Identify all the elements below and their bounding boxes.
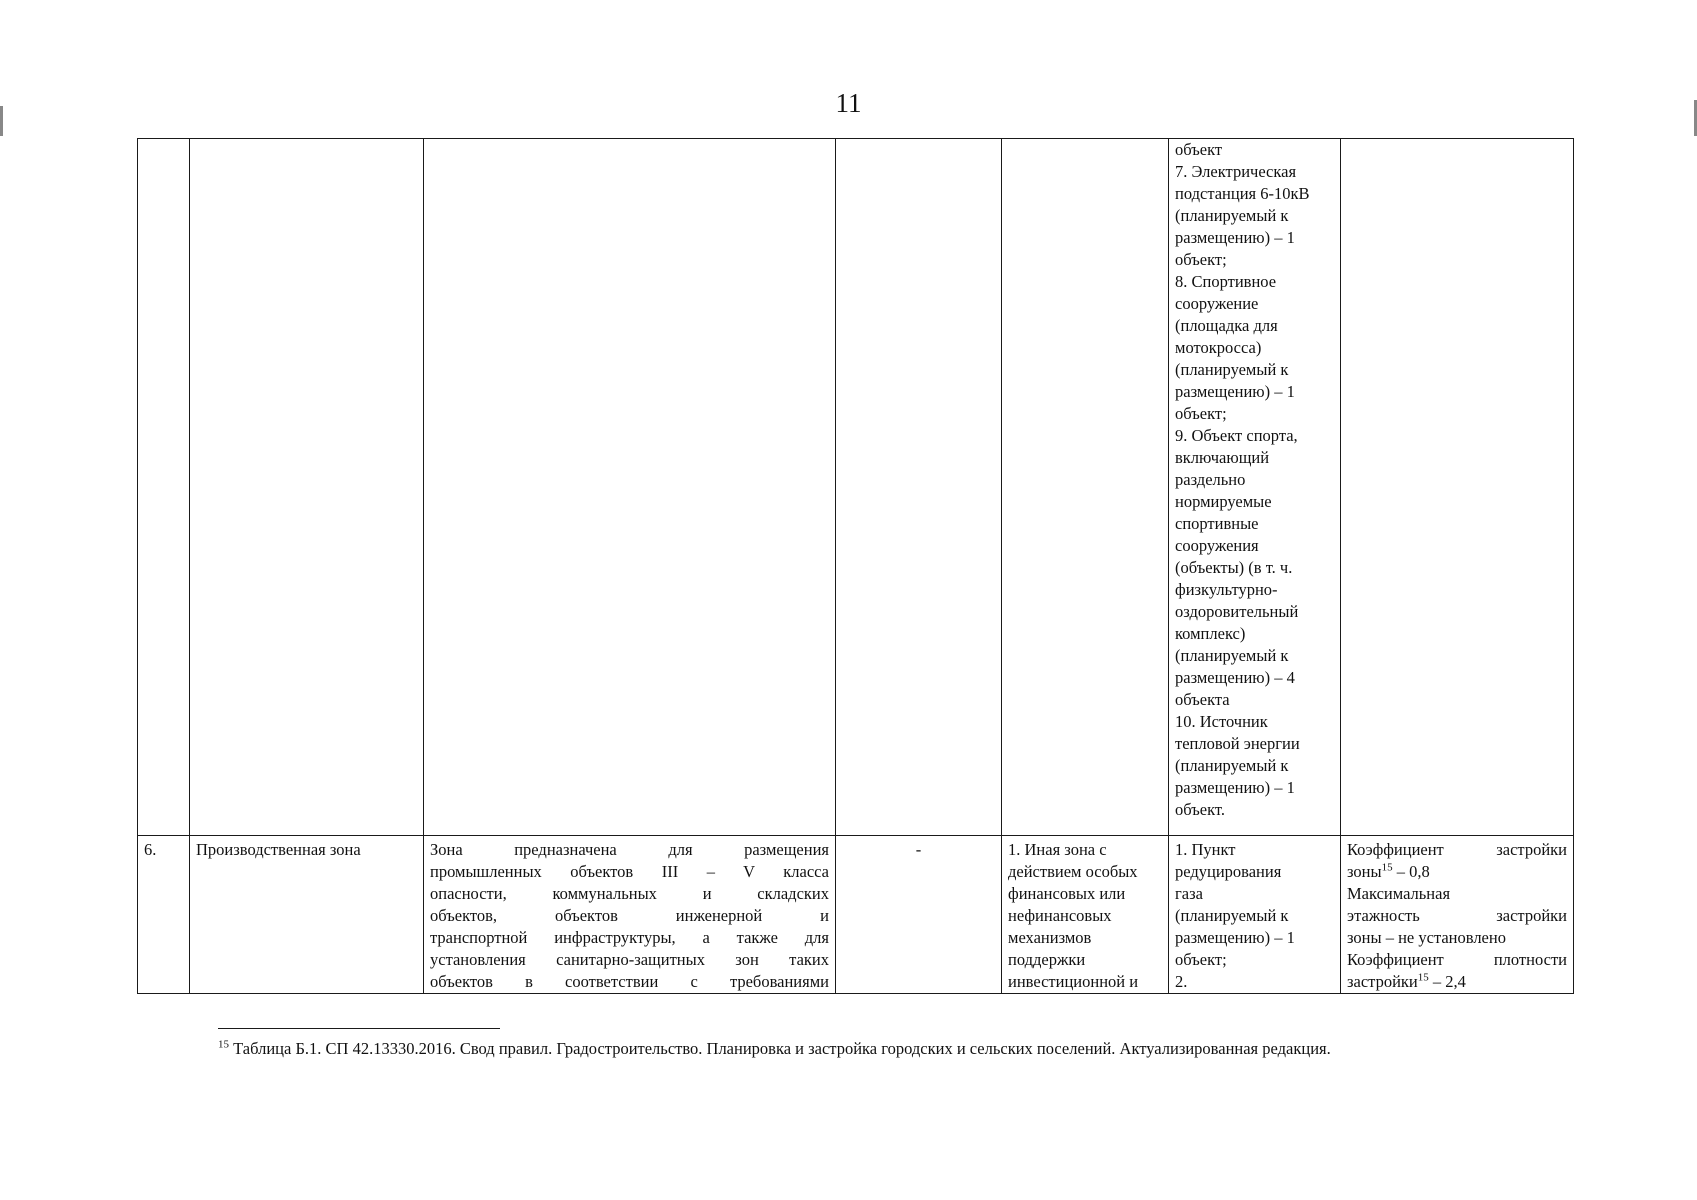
coef-building-value: – 0,8 [1392,862,1430,881]
coef-building-line2 [1347,861,1567,883]
table-row-6 [138,836,1574,994]
coef-density-label: застройки [1347,972,1418,991]
cell-objects [1169,836,1341,994]
object-line: объект [1175,140,1223,159]
footnote-ref: 15 [1381,861,1393,874]
zone-description [430,836,829,993]
object-line: объекта [1175,690,1230,709]
description-line: опасности, коммунальных и складских [430,884,829,903]
object-line: газа [1175,884,1203,903]
description-line: транспортной инфраструктуры, а также для [430,928,829,947]
special-zone-line: поддержки [1008,950,1086,969]
footnote [218,1038,1331,1060]
coef-density-line2 [1347,971,1567,993]
coef-building-line1: Коэффициент застройки [1347,840,1567,859]
object-line: 1. Пункт [1175,840,1236,859]
description-line: объектов, объектов инженерной и [430,906,829,925]
max-floors-line2: этажность застройки [1347,906,1567,925]
cell-zone-name-continued [190,139,424,836]
object-line: (планируемый к [1175,906,1289,925]
description-line: промышленных объектов III – V класса [430,862,829,881]
object-line: размещению) – 1 [1175,778,1295,797]
cell-params [1341,836,1574,994]
objects-list [1175,836,1334,993]
object-line: 10. Источник [1175,712,1268,731]
cell-number-continued [138,139,190,836]
object-line: подстанция 6-10кВ [1175,184,1310,203]
objects-list [1175,139,1334,821]
cell-zone-name [190,836,424,994]
object-line: комплекс) [1175,624,1246,643]
max-floors-line1: Максимальная [1347,884,1451,903]
special-zone-line: действием особых [1008,862,1138,881]
page-number: 11 [835,88,862,118]
object-line: объект; [1175,250,1227,269]
object-line: физкультурно- [1175,580,1278,599]
max-floors-line3: зоны – не установлено [1347,928,1506,947]
footnote-separator [218,1028,500,1029]
description-line: Зона предназначена для размещения [430,840,829,859]
object-line: сооружение [1175,294,1259,313]
cell-objects-continued [1169,139,1341,836]
object-line: объект; [1175,404,1227,423]
object-line: сооружения [1175,536,1259,555]
object-line: 8. Спортивное [1175,272,1277,291]
object-line: включающий [1175,448,1270,467]
description-line: объектов в соответствии с требованиями [430,972,829,991]
object-line: (площадка для [1175,316,1278,335]
object-line: (планируемый к [1175,360,1289,379]
cell-description-continued [424,139,836,836]
table-row-continued [138,139,1574,836]
object-line: (объекты) (в т. ч. [1175,558,1293,577]
object-line: (планируемый к [1175,756,1289,775]
object-line: (планируемый к [1175,206,1289,225]
object-line: нормируемые [1175,492,1272,511]
object-line: размещению) – 4 [1175,668,1295,687]
cell-description [424,836,836,994]
object-line: размещению) – 1 [1175,928,1295,947]
object-line: редуцирования [1175,862,1282,881]
cell-params-continued [1341,139,1574,836]
object-line: размещению) – 1 [1175,228,1295,247]
building-params [1347,836,1567,993]
object-line: 7. Электрическая [1175,162,1297,181]
zones-table [137,138,1574,994]
object-line: размещению) – 1 [1175,382,1295,401]
object-line: (планируемый к [1175,646,1289,665]
object-line: объект. [1175,800,1225,819]
coef-density-value: – 2,4 [1428,972,1466,991]
cell-number [138,836,190,994]
object-line: оздоровительный [1175,602,1299,621]
coef-building-label: зоны [1347,862,1382,881]
coef-density-line1: Коэффициент плотности [1347,950,1567,969]
row-number: 6. [144,840,157,859]
zone-name: Производственная зона [196,840,361,859]
special-zone-line: механизмов [1008,928,1092,947]
col4-value: - [915,840,922,859]
footnote-ref: 15 [1417,971,1429,984]
special-zone-line: нефинансовых [1008,906,1112,925]
footnote-text: Таблица Б.1. СП 42.13330.2016. Свод правил. Градостроительство. Планировка и застройка городских и сельских поселений. Актуализированная редакция. [229,1039,1331,1058]
object-line: объект; [1175,950,1227,969]
cell-col4-continued [836,139,1002,836]
cell-special-zone [1002,836,1169,994]
cell-col4 [836,836,1002,994]
object-line: 9. Объект спорта, [1175,426,1298,445]
special-zone-line: финансовых или [1008,884,1126,903]
object-line: раздельно [1175,470,1246,489]
object-line: тепловой энергии [1175,734,1300,753]
cell-special-zone-continued [1002,139,1169,836]
special-zone-line: инвестиционной и [1008,972,1139,991]
object-line: спортивные [1175,514,1259,533]
object-line: 2. [1175,972,1188,991]
special-zone-list [1008,836,1162,993]
special-zone-line: 1. Иная зона с [1008,840,1107,859]
object-line: мотокросса) [1175,338,1262,357]
footnote-marker: 15 [218,1038,229,1051]
description-line: установления санитарно-защитных зон таких [430,950,829,969]
